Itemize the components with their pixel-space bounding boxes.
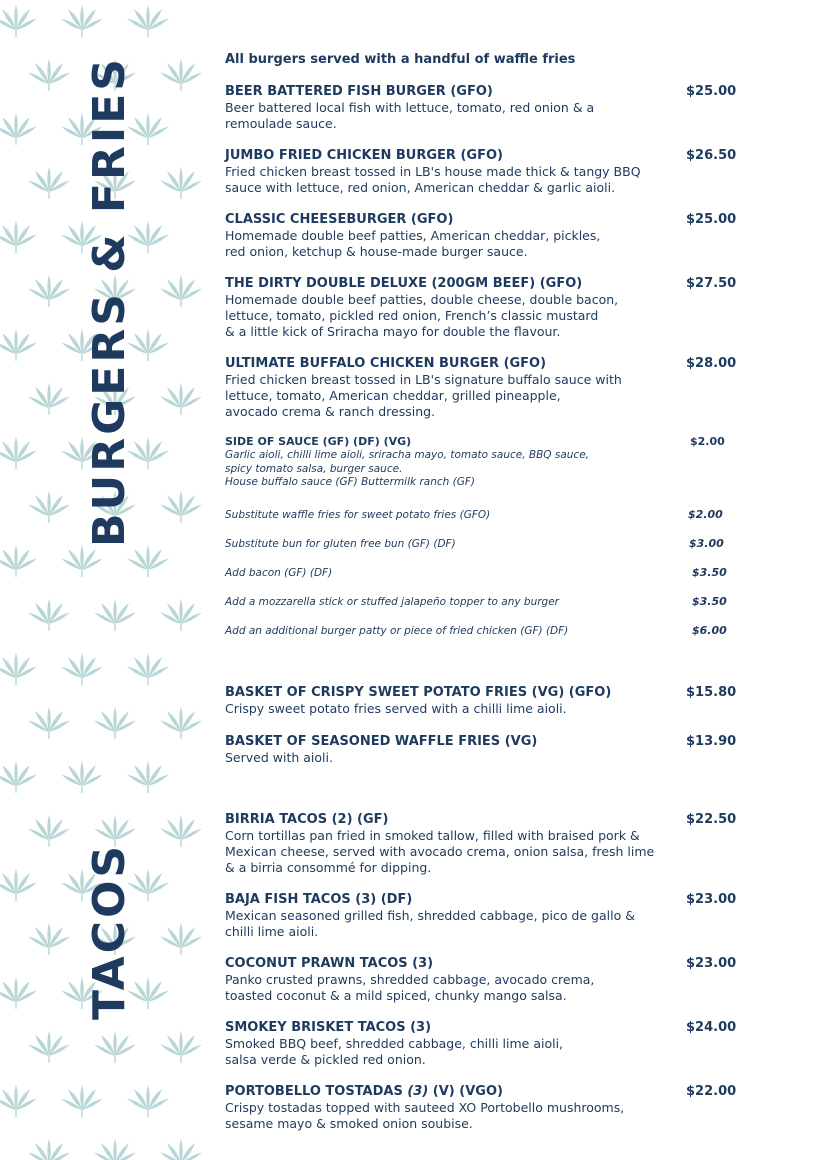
leaf-motif (28, 815, 69, 847)
item-description: Fried chicken breast tossed in LB's house made thick & tangy BBQ sauce with lettuce, red onion, American cheddar & garlic aioli. (225, 164, 641, 195)
item-price: $25.00 (686, 212, 737, 227)
item-name: PORTOBELLO TOSTADAS (3) (V) (VGO) (225, 1084, 503, 1099)
menu-item (225, 1020, 745, 1068)
leaf-motif (28, 923, 69, 955)
item-name: SIDE OF SAUCE (GF) (DF) (VG) (225, 435, 412, 448)
leaf-motif (0, 653, 37, 685)
item-price: $15.80 (686, 685, 737, 700)
addon-label: Add a mozzarella stick or stuffed jalapeño topper to any burger (225, 596, 560, 608)
leaf-motif (160, 707, 201, 739)
item-description: Served with aioli. (225, 750, 333, 765)
addon-label: Substitute bun for gluten free bun (GF) (DF) (225, 538, 456, 550)
leaf-motif (0, 1085, 37, 1117)
item-name: BIRRIA TACOS (2) (GF) (225, 812, 389, 827)
leaf-motif (61, 761, 102, 793)
leaf-motif (61, 1085, 102, 1117)
leaf-motif (0, 869, 37, 901)
item-description: Crispy tostadas topped with sauteed XO Portobello mushrooms, sesame mayo & smoked onion soubise. (225, 1100, 625, 1131)
item-name: BASKET OF SEASONED WAFFLE FRIES (VG) (225, 734, 538, 749)
addon-row (225, 537, 745, 551)
item-description: Smoked BBQ beef, shredded cabbage, chilli lime aioli, salsa verde & pickled red onion. (225, 1036, 564, 1067)
leaf-motif (94, 599, 135, 631)
leaf-motif (28, 383, 69, 415)
item-price: $22.50 (686, 812, 737, 827)
leaf-motif (160, 815, 201, 847)
leaf-motif (28, 1031, 69, 1063)
leaf-motif (160, 167, 201, 199)
addon-label: Substitute waffle fries for sweet potato fries (GFO) (225, 509, 491, 521)
leaf-motif (0, 5, 37, 37)
leaf-motif (94, 707, 135, 739)
leaf-motif (28, 59, 69, 91)
leaf-motif (61, 545, 102, 577)
menu-item (225, 685, 745, 717)
leaf-motif (160, 599, 201, 631)
leaf-motif (127, 761, 168, 793)
menu-item (225, 892, 745, 940)
section-title-tacos: TACOS (84, 842, 135, 1020)
menu-item-sauce (225, 435, 745, 490)
leaf-motif (94, 1031, 135, 1063)
leaf-motif (160, 59, 201, 91)
addon-price: $3.50 (692, 566, 727, 579)
leaf-motif (127, 653, 168, 685)
menu-item (225, 812, 745, 876)
leaf-motif (28, 599, 69, 631)
addon-row (225, 624, 745, 638)
item-description: Corn tortillas pan fried in smoked tallow, filled with braised pork & Mexican cheese, served with avocado crema, onion salsa, fresh lime & a birria consommé for dipping. (225, 828, 655, 875)
addon-row (225, 508, 745, 522)
item-name: SMOKEY BRISKET TACOS (3) (225, 1020, 432, 1035)
menu-item (225, 956, 745, 1004)
item-description: Homemade double beef patties, double cheese, double bacon, lettuce, tomato, pickled red onion, French’s classic mustard & a little kick of Sriracha mayo for double the flavour. (225, 292, 619, 339)
item-name: BAJA FISH TACOS (3) (DF) (225, 892, 413, 907)
addon-label: Add an additional burger patty or piece of fried chicken (GF) (DF) (225, 625, 569, 637)
item-description: Beer battered local fish with lettuce, tomato, red onion & a remoulade sauce. (225, 100, 595, 131)
item-price: $27.50 (686, 276, 737, 291)
item-price: $24.00 (686, 1020, 737, 1035)
leaf-motif (28, 1139, 69, 1160)
addon-price: $2.00 (688, 508, 723, 521)
item-price: $2.00 (690, 435, 725, 448)
item-description: Fried chicken breast tossed in LB's signature buffalo sauce with lettuce, tomato, American cheddar, grilled pineapple, avocado crema & ranch dressing. (225, 372, 622, 419)
addon-row (225, 595, 745, 609)
leaf-motif (94, 1139, 135, 1160)
leaf-motif (127, 545, 168, 577)
item-name: THE DIRTY DOUBLE DELUXE (200GM BEEF) (GFO) (225, 276, 583, 291)
item-name: ULTIMATE BUFFALO CHICKEN BURGER (GFO) (225, 356, 547, 371)
item-price: $26.50 (686, 148, 737, 163)
item-price: $13.90 (686, 734, 737, 749)
menu-item (225, 148, 745, 196)
addon-row (225, 566, 745, 580)
item-name: BEER BATTERED FISH BURGER (GFO) (225, 84, 493, 99)
item-description: Homemade double beef patties, American cheddar, pickles, red onion, ketchup & house-made burger sauce. (225, 228, 601, 259)
leaf-motif (0, 113, 37, 145)
leaf-motif (28, 491, 69, 523)
item-name: BASKET OF CRISPY SWEET POTATO FRIES (VG) (GFO) (225, 685, 612, 700)
leaf-motif (61, 5, 102, 37)
leaf-motif (0, 977, 37, 1009)
leaf-motif (160, 275, 201, 307)
burgers-intro-note: All burgers served with a handful of waffle fries (225, 52, 576, 67)
item-name: JUMBO FRIED CHICKEN BURGER (GFO) (225, 148, 503, 163)
leaf-motif (0, 329, 37, 361)
menu-item (225, 356, 745, 420)
leaf-motif (160, 923, 201, 955)
leaf-motif (160, 1139, 201, 1160)
item-description: Mexican seasoned grilled fish, shredded cabbage, pico de gallo & chilli lime aioli. (225, 908, 635, 939)
item-name: CLASSIC CHEESEBURGER (GFO) (225, 212, 454, 227)
leaf-motif (0, 221, 37, 253)
leaf-motif (127, 1085, 168, 1117)
leaf-motif (160, 491, 201, 523)
addon-label: Add bacon (GF) (DF) (225, 567, 333, 579)
leaf-motif (28, 167, 69, 199)
menu-item (225, 212, 745, 260)
item-description: Panko crusted prawns, shredded cabbage, avocado crema, toasted coconut & a mild spiced, chunky mango salsa. (225, 972, 595, 1003)
item-price: $23.00 (686, 892, 737, 907)
addon-price: $6.00 (692, 624, 727, 637)
leaf-motif (28, 275, 69, 307)
addon-price: $3.50 (692, 595, 727, 608)
leaf-motif (0, 437, 37, 469)
item-price: $23.00 (686, 956, 737, 971)
leaf-motif (0, 545, 37, 577)
addon-price: $3.00 (689, 537, 724, 550)
section-title-burgers-fries: BURGERS & FRIES (84, 56, 135, 547)
menu-item (225, 84, 745, 132)
menu-item (225, 1084, 745, 1132)
item-price: $25.00 (686, 84, 737, 99)
leaf-motif (0, 761, 37, 793)
menu-item (225, 276, 745, 340)
item-name: COCONUT PRAWN TACOS (3) (225, 956, 434, 971)
menu-item (225, 734, 745, 766)
leaf-motif (61, 653, 102, 685)
leaf-motif (160, 1031, 201, 1063)
item-description: Crispy sweet potato fries served with a chilli lime aioli. (225, 701, 567, 716)
item-price: $22.00 (686, 1084, 737, 1099)
leaf-motif (127, 5, 168, 37)
leaf-motif (160, 383, 201, 415)
item-price: $28.00 (686, 356, 737, 371)
leaf-motif (28, 707, 69, 739)
item-description: Garlic aioli, chilli lime aioli, sriracha mayo, tomato sauce, BBQ sauce, spicy tomato salsa, burger sauce. House buffalo sauce (GF) Buttermilk ranch (GF) (225, 449, 590, 488)
